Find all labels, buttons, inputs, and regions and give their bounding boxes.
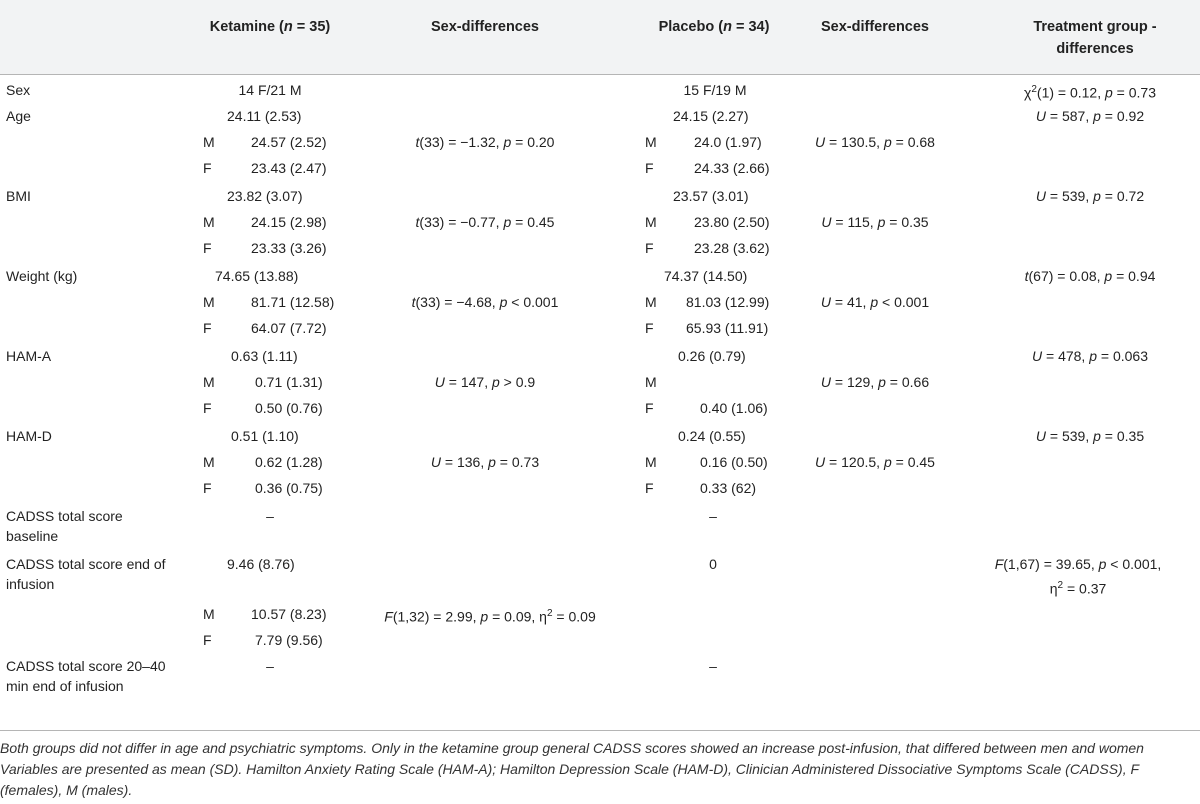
pla-bmi-m: 23.80 (2.50) [694,214,770,230]
sex-code-m: M [203,294,215,310]
row-label-age: Age [6,108,31,124]
pla-age-f: 24.33 (2.66) [694,160,770,176]
treat-ham-a: U = 478, p = 0.063 [1031,348,1148,364]
treat-bmi: U = 539, p = 0.72 [1035,188,1145,204]
col-header-ketamine: Ketamine (n = 35) [209,19,331,35]
sex-code-f: F [203,632,212,648]
sex-code-m: M [645,374,657,390]
sex-code-m: M [645,454,657,470]
pla-ham-d: 0.24 (0.55) [678,428,746,444]
pla-ham-d-sexdiff: U = 120.5, p = 0.45 [815,454,935,470]
sex-code-m: M [203,454,215,470]
sex-code-m: M [203,606,215,622]
ket-ham-d-m: 0.62 (1.28) [255,454,323,470]
ket-weight-m: 81.71 (12.58) [251,294,335,310]
row-label-ham-a: HAM-A [6,348,52,364]
row-label-cadss-20-40: CADSS total score 20–40 min end of infusion [6,658,166,694]
ket-ham-a-f: 0.50 (0.76) [255,400,323,416]
sex-code-f: F [645,160,654,176]
treat-cadss-end-line2: $\eta^2 = 0.37$ [1049,580,1107,597]
pla-bmi-f: 23.28 (3.62) [694,240,770,256]
ket-sex: 14 F/21 M [238,82,302,98]
pla-weight-sexdiff: U = 41, p < 0.001 [820,294,930,310]
pla-ham-a: 0.26 (0.79) [678,348,746,364]
sex-code-f: F [203,320,212,336]
col-header-placebo: Placebo (n = 34) [658,19,770,35]
ket-cadss-end-sexdiff: F(1,32) = 2.99, p = 0.09, $\eta^2 = 0.09$ [384,608,596,625]
ket-age-sexdiff: t(33) = −1.32, p = 0.20 [415,134,555,150]
treat-ham-d: U = 539, p = 0.35 [1035,428,1145,444]
pla-weight-f: 65.93 (11.91) [686,320,769,336]
row-label-weight: Weight (kg) [6,268,78,284]
pla-ham-a-sexdiff: U = 129, p = 0.66 [820,374,930,390]
ket-bmi-m: 24.15 (2.98) [251,214,327,230]
sex-code-f: F [203,160,212,176]
pla-cadss-20-40: – [709,658,717,674]
treat-sex: $\chi^2(1) = 0.12$, p = 0.73 [1023,84,1156,101]
pla-sex: 15 F/19 M [683,82,747,98]
sex-code-f: F [645,240,654,256]
pla-cadss-end: 0 [709,556,717,572]
ket-weight-f: 64.07 (7.72) [251,320,327,336]
ket-ham-d: 0.51 (1.10) [231,428,299,444]
ket-ham-d-f: 0.36 (0.75) [255,480,323,496]
row-label-cadss-end: CADSS total score end of infusion [6,556,166,592]
treat-age: U = 587, p = 0.92 [1035,108,1145,124]
sex-code-m: M [203,214,215,230]
col-header-treatment: Treatment group -differences [1033,19,1157,57]
ket-ham-a-m: 0.71 (1.31) [255,374,323,390]
ket-bmi-sexdiff: t(33) = −0.77, p = 0.45 [415,214,555,230]
ket-age-f: 23.43 (2.47) [251,160,327,176]
pla-bmi-sexdiff: U = 115, p = 0.35 [821,214,929,230]
ket-weight: 74.65 (13.88) [215,268,299,284]
pla-age-m: 24.0 (1.97) [694,134,762,150]
treat-cadss-end-line1: F(1,67) = 39.65, p < 0.001, [994,556,1162,572]
pla-age: 24.15 (2.27) [673,108,749,124]
sex-code-m: M [645,134,657,150]
sex-code-f: F [645,400,654,416]
sex-code-m: M [203,134,215,150]
ket-age: 24.11 (2.53) [227,108,302,124]
pla-ham-a-f: 0.40 (1.06) [700,400,768,416]
row-label-cadss-baseline: CADSS total score baseline [6,508,123,544]
row-label-ham-d: HAM-D [6,428,52,444]
ket-bmi: 23.82 (3.07) [227,188,303,204]
pla-ham-d-f: 0.33 (62) [700,480,757,496]
pla-cadss-baseline: – [709,508,717,524]
row-label-sex: Sex [6,82,31,98]
ket-cadss-end: 9.46 (8.76) [227,556,295,572]
pla-age-sexdiff: U = 130.5, p = 0.68 [815,134,935,150]
ket-ham-d-sexdiff: U = 136, p = 0.73 [430,454,540,470]
ket-bmi-f: 23.33 (3.26) [251,240,327,256]
ket-cadss-baseline: – [266,508,274,524]
sex-code-f: F [645,320,654,336]
pla-weight: 74.37 (14.50) [664,268,748,284]
col-header-sex-diff-1: Sex-differences [431,19,539,35]
ket-ham-a-sexdiff: U = 147, p > 0.9 [434,374,536,390]
pla-weight-m: 81.03 (12.99) [686,294,770,310]
ket-ham-a: 0.63 (1.11) [231,348,298,364]
sex-code-m: M [645,214,657,230]
ket-cadss-20-40: – [266,658,274,674]
sex-code-m: M [645,294,657,310]
sex-code-f: F [645,480,654,496]
ket-cadss-end-f: 7.79 (9.56) [255,632,323,648]
pla-bmi: 23.57 (3.01) [673,188,749,204]
sex-code-f: F [203,400,212,416]
sex-code-f: F [203,240,212,256]
ket-cadss-end-m: 10.57 (8.23) [251,606,327,622]
treat-weight: t(67) = 0.08, p = 0.94 [1024,268,1156,284]
pla-ham-d-m: 0.16 (0.50) [700,454,768,470]
sex-code-m: M [203,374,215,390]
sex-code-f: F [203,480,212,496]
row-label-bmi: BMI [6,188,31,204]
col-header-sex-diff-2: Sex-differences [821,19,929,35]
ket-age-m: 24.57 (2.52) [251,134,327,150]
table-footnote: Both groups did not differ in age and psychiatric symptoms. Only in the ketamine group general CADSS scores showed an increase post-infusion, that differed between men and women Variables are presented as mean (SD). Hamilton Anxiety Rating Scale (HAM-A); Hamilton Depression Scale (HAM-D), Clinician Administered Dissociative Symptoms Scale (CADSS), F (females), M (males). [0,740,1144,798]
header-rule [0,74,1200,75]
footer-rule [0,730,1200,731]
ket-weight-sexdiff: t(33) = −4.68, p < 0.001 [411,294,559,310]
